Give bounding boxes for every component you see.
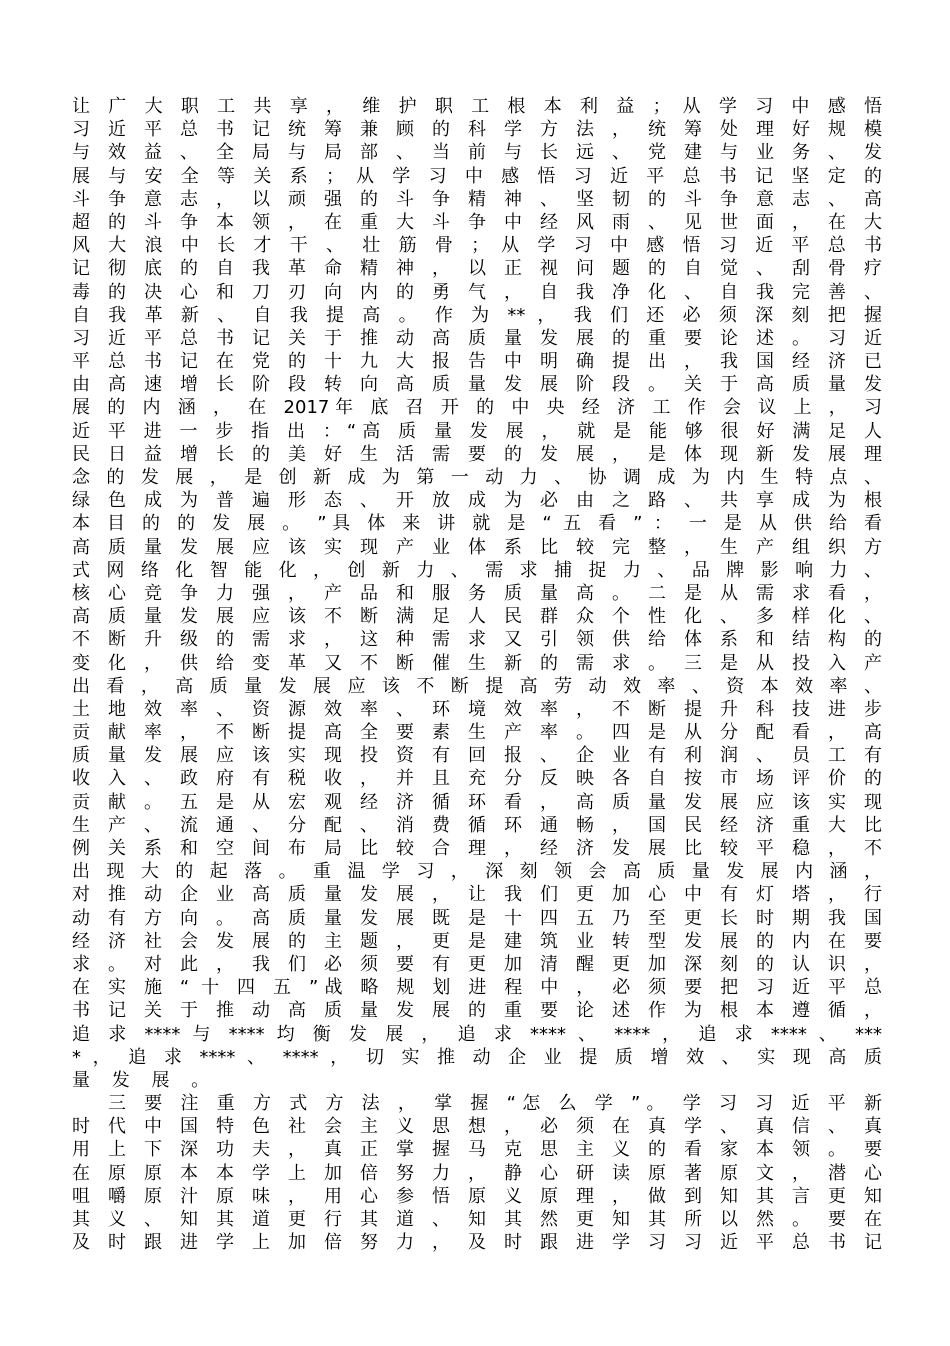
- text-line: 贡 献 。 五 是 从 宏 观 经 济 循 环 看 ， 高 质 量 发 展 应 该 实 现: [72, 791, 882, 813]
- text-line: 经 济 社 会 发 展 的 主 题 ， 更 是 建 筑 业 转 型 发 展 的 内 在 要: [72, 930, 882, 952]
- text-line: 习 近 平 总 书 记 关 于 推 动 高 质 量 发 展 的 重 要 论 述 。 习 近: [72, 327, 882, 349]
- text-line: 贡 献 率 ， 不 断 提 高 全 要 素 生 产 率 。 四 是 从 分 配 看 ， 高: [72, 722, 882, 744]
- text-line: 用 上 下 深 功 夫 ， 真 正 掌 握 马 克 思 主 义 的 看 家 本 领 。 要: [72, 1139, 882, 1161]
- text-line: 民 日 益 增 长 的 美 好 生 活 需 要 的 发 展 ， 是 体 现 新 发 展 理: [72, 443, 882, 465]
- text-line: 例 关 系 和 空 间 布 局 比 较 合 理 ， 经 济 发 展 比 较 平 稳 ， 不: [72, 838, 882, 859]
- text-line: 求 。 对 此 ， 我 们 必 须 要 有 更 加 清 醒 更 加 深 刻 的 认 识 ，: [72, 953, 882, 975]
- text-line: 高 质 量 发 展 应 该 不 断 满 足 人 民 群 众 个 性 化 、 多 样 化 、: [72, 606, 882, 628]
- text-line: 斗 争 意 志 ， 以 顽 强 的 斗 争 精 神 、 坚 韧 的 斗 争 意 志 、 高: [72, 188, 882, 210]
- text-line: 土 地 效 率 、 资 源 效 率 、 环 境 效 率 ， 不 断 提 升 科 技 进 步: [72, 698, 882, 720]
- text-line: 在 原 原 本 本 学 上 加 倍 努 力 ， 静 心 研 读 原 著 原 文 ， 潜 心: [72, 1162, 882, 1184]
- text-line: 平 总 书 记 在 党 的 十 九 大 报 告 中 明 确 提 出 ， 我 国 经 济 已: [72, 351, 882, 373]
- text-line: 由 高 速 增 长 阶 段 转 向 高 质 量 发 展 阶 段 。 关 于 高 质 量 发: [72, 374, 882, 396]
- text-line: 咀 嚼 原 汁 原 味 ， 用 心 参 悟 原 义 原 理 ， 做 到 知 其 言 更 知: [72, 1185, 882, 1207]
- text-line: 不 断 升 级 的 需 求 ， 这 种 需 求 又 引 领 供 给 体 系 和 结 构 的: [72, 629, 882, 651]
- text-line: 展 的 内 涵 ， 在 2017年 底 召 开 的 中 央 经 济 工 作 会 议 上 ， 习: [72, 397, 882, 419]
- text-line: 收 入 、 政 府 有 税 收 ， 并 且 充 分 反 映 各 自 按 市 场 评 价 的: [72, 768, 882, 790]
- text-line: 出 现 大 的 起 落 。 重 温 学 习 ， 深 刻 领 会 高 质 量 发 展 内 涵 ，: [72, 861, 882, 883]
- text-line: 展 与 安 全 等 关 系 ； 从 学 习 中 感 悟 习 近 平 总 书 记 坚 定 的: [72, 165, 882, 187]
- text-line: 式 网 络 化 智 能 化 ， 创 新 力 、 需 求 捕 捉 力 、 品 牌 影 响 力 、: [72, 559, 882, 581]
- text-line: 让 广 大 职 工 共 享 ， 维 护 职 工 根 本 利 益 ； 从 学 习 中 感 悟: [72, 96, 882, 117]
- document-body: [72, 95, 882, 1254]
- text-line: 其 义 、 知 其 道 更 行 其 道 、 知 其 然 更 知 其 所 以 然 。 要 在: [72, 1209, 882, 1230]
- text-line: 书 记 关 于 推 动 高 质 量 发 展 的 重 要 论 述 作 为 根 本 遵 循 ，: [72, 1000, 882, 1022]
- text-line: * ， 追 求 **** 、 **** ， 切 实 推 动 企 业 提 质 增 效 、 实 现 高 质: [72, 1046, 882, 1068]
- text-line: 高 质 量 发 展 应 该 实 现 产 业 体 系 比 较 完 整 ， 生 产 组 织 方: [72, 536, 882, 558]
- text-line: 对 推 动 企 业 高 质 量 发 展 ， 让 我 们 更 加 心 中 有 灯 塔 ， 行: [72, 884, 882, 906]
- text-line: 毒 的 决 心 和 刀 刃 向 内 的 勇 气 ， 自 我 净 化 、 自 我 完 善 、: [72, 281, 882, 303]
- text-line: 追 求 **** 与 **** 均 衡 发 展 ， 追 求 **** 、 **** ， 追 求 **** 、 ***: [72, 1023, 882, 1045]
- text-line: 本 目 的 的 发 展 。 ”具 体 来 讲 就 是 “ 五 看 ” ： 一 是 从 供 给 看: [72, 513, 882, 535]
- text-line: 超 的 斗 争 本 领 ， 在 重 大 斗 争 中 经 风 雨 、 见 世 面 ， 在 大: [72, 211, 882, 233]
- text-line: 变 化 ， 供 给 变 革 又 不 断 催 生 新 的 需 求 。 三 是 从 投 入 产: [72, 652, 882, 674]
- text-line: 量 发 展 。: [72, 1069, 218, 1091]
- text-line: 时 代 中 国 特 色 社 会 主 义 思 想 ， 必 须 在 真 学 、 真 信 、 真: [72, 1116, 882, 1138]
- text-line: 与 效 益 、 全 局 与 局 部 、 当 前 与 长 远 、 党 建 与 业 务 、 发: [72, 142, 882, 164]
- text-line: 质 量 发 展 应 该 实 现 投 资 有 回 报 、 企 业 有 利 润 、 员 工 有: [72, 745, 882, 767]
- text-line: 核 心 竞 争 力 强 ， 产 品 和 服 务 质 量 高 。 二 是 从 需 求 看 ，: [72, 582, 882, 604]
- text-line: 动 有 方 向 。 高 质 量 发 展 既 是 十 四 五 乃 至 更 长 时 期 我 国: [72, 907, 882, 929]
- paragraph-first-line: 三 要 注 重 方 式 方 法 ， 掌 握 “怎 么 学 ”。 学 习 习 近 平 新: [108, 1093, 882, 1115]
- text-line: 在 实 施 “ 十 四 五 ”战 略 规 划 进 程 中 ， 必 须 要 把 习 近 平 总: [72, 977, 882, 999]
- text-line: 绿 色 成 为 普 遍 形 态 、 开 放 成 为 必 由 之 路 、 共 享 成 为 根: [72, 490, 882, 512]
- text-line: 念 的 发 展 ， 是 创 新 成 为 第 一 动 力 、 协 调 成 为 内 生 特 点 、: [72, 467, 882, 488]
- text-line: 习 近 平 总 书 记 统 筹 兼 顾 的 科 学 方 法 ， 统 筹 处 理 好 规 模: [72, 119, 882, 141]
- text-line: 出 看 ， 高 质 量 发 展 应 该 不 断 提 高 劳 动 效 率 、 资 本 效 率 、: [72, 675, 882, 697]
- text-line: 风 大 浪 中 长 才 干 、 壮 筋 骨 ； 从 学 习 中 感 悟 习 近 平 总 书: [72, 235, 882, 257]
- text-line: 生 产 、 流 通 、 分 配 、 消 费 循 环 通 畅 ， 国 民 经 济 重 大 比: [72, 814, 882, 836]
- text-line: 及 时 跟 进 学 上 加 倍 努 力 ， 及 时 跟 进 学 习 习 近 平 总 书 记: [72, 1232, 882, 1254]
- text-line: 近 平 进 一 步 指 出 ：“高 质 量 发 展 ， 就 是 能 够 很 好 满 足 人: [72, 420, 882, 442]
- text-line: 记 彻 底 的 自 我 革 命 精 神 ， 以 正 视 问 题 的 自 觉 、 刮 骨 疗: [72, 258, 882, 280]
- text-line: 自 我 革 新 、 自 我 提 高 。 作 为 ** ， 我 们 还 必 须 深 刻 把 握: [72, 304, 882, 326]
